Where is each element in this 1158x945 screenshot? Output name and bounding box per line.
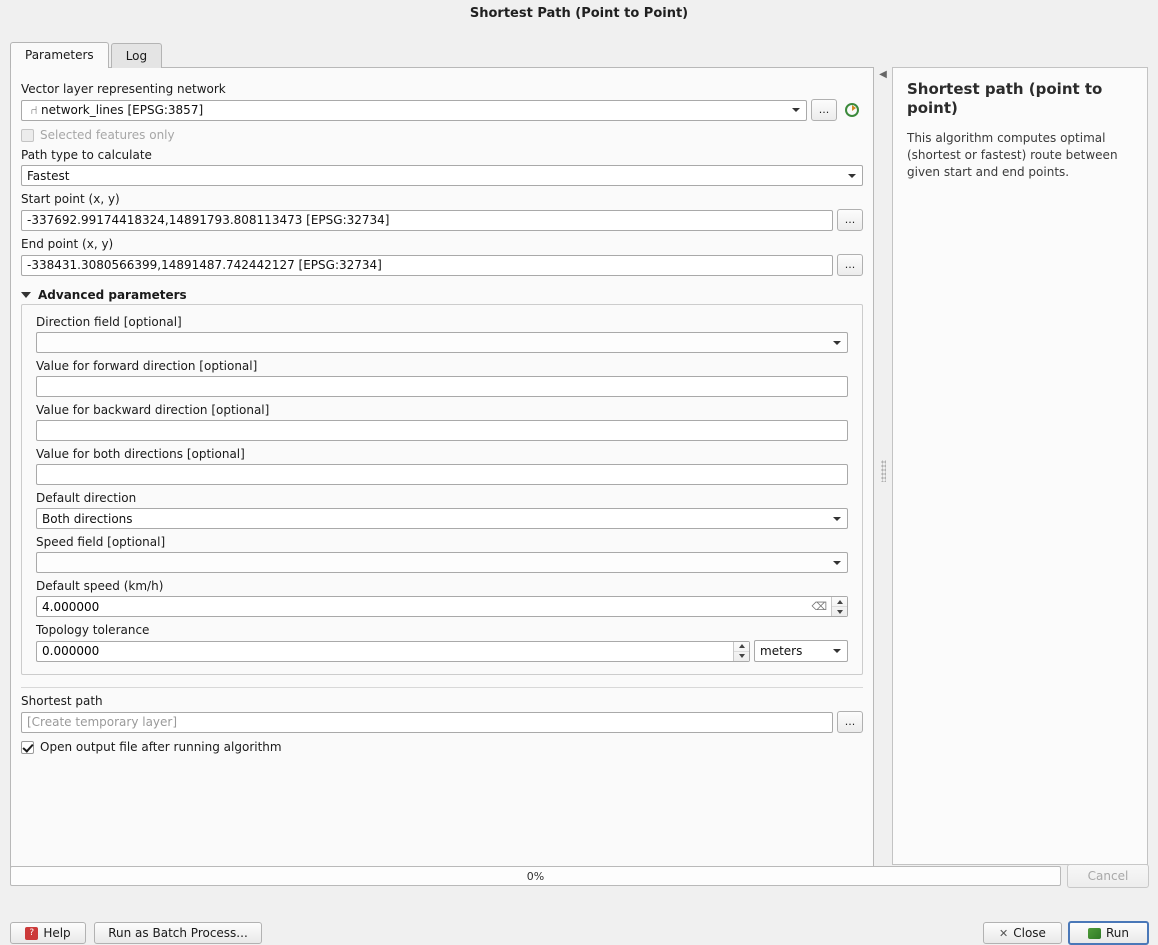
tab-log[interactable]: Log bbox=[111, 43, 162, 68]
chevron-down-icon bbox=[833, 561, 841, 565]
backward-value-input[interactable] bbox=[36, 420, 848, 441]
backward-value-label: Value for backward direction [optional] bbox=[36, 403, 270, 417]
vector-layer-label: Vector layer representing network bbox=[21, 82, 226, 96]
chevron-down-icon bbox=[792, 108, 800, 112]
iterate-icon[interactable] bbox=[841, 99, 863, 121]
speed-field-label: Speed field [optional] bbox=[36, 535, 166, 549]
end-point-input[interactable]: -338431.3080566399,14891487.742442127 [EPSG:32734] bbox=[21, 255, 833, 276]
window-title: Shortest Path (Point to Point) bbox=[469, 6, 689, 21]
selected-features-row bbox=[21, 128, 863, 142]
shortest-path-output-label: Shortest path bbox=[21, 694, 103, 708]
chevron-down-icon bbox=[848, 174, 856, 178]
topology-tolerance-units-combo[interactable] bbox=[754, 640, 848, 662]
end-point-row bbox=[21, 254, 863, 276]
default-speed-stepper[interactable] bbox=[831, 597, 847, 616]
panel-splitter-handle[interactable] bbox=[881, 460, 886, 482]
progress-bar bbox=[10, 866, 1061, 886]
default-speed-value: 4.000000 bbox=[42, 599, 100, 614]
shortest-path-output-browse-button[interactable]: ... bbox=[837, 711, 863, 733]
forward-value-label: Value for forward direction [optional] bbox=[36, 359, 258, 373]
close-icon: ✕ bbox=[999, 926, 1009, 940]
parameters-panel bbox=[10, 67, 874, 872]
panel-splitter-collapse-icon[interactable]: ◀ bbox=[879, 69, 887, 80]
open-output-checkbox[interactable] bbox=[21, 741, 34, 754]
stepper-up-icon[interactable] bbox=[832, 597, 847, 607]
start-point-browse-button[interactable]: ... bbox=[837, 209, 863, 231]
vector-layer-combo[interactable] bbox=[21, 100, 807, 121]
open-output-row[interactable] bbox=[21, 740, 863, 754]
both-directions-value-input[interactable] bbox=[36, 464, 848, 485]
path-type-value: Fastest bbox=[27, 168, 70, 183]
chevron-down-icon bbox=[833, 649, 841, 653]
stepper-down-icon[interactable] bbox=[832, 607, 847, 616]
help-icon: ? bbox=[25, 927, 38, 940]
path-type-combo[interactable] bbox=[21, 165, 863, 186]
vector-layer-row bbox=[21, 99, 863, 121]
open-output-label: Open output file after running algorithm bbox=[40, 740, 282, 754]
line-layer-icon: ⑁ bbox=[30, 103, 38, 117]
stepper-up-icon[interactable] bbox=[734, 642, 749, 652]
progress-label: 0% bbox=[526, 869, 545, 883]
advanced-parameters-label: Advanced parameters bbox=[38, 288, 187, 302]
cancel-button: Cancel bbox=[1067, 864, 1149, 888]
vector-layer-value: network_lines [EPSG:3857] bbox=[41, 103, 204, 117]
help-button[interactable] bbox=[10, 922, 86, 944]
help-button-label: Help bbox=[43, 926, 71, 940]
triangle-down-icon bbox=[21, 292, 31, 298]
run-icon bbox=[1088, 928, 1101, 939]
start-point-input[interactable]: -337692.99174418324,14891793.808113473 [EPSG:32734] bbox=[21, 210, 833, 231]
advanced-parameters-toggle[interactable] bbox=[21, 288, 863, 302]
default-direction-label: Default direction bbox=[36, 491, 137, 505]
advanced-parameters-group bbox=[21, 304, 863, 675]
direction-field-label: Direction field [optional] bbox=[36, 315, 182, 329]
topology-tolerance-value: 0.000000 bbox=[42, 644, 100, 658]
stepper-down-icon[interactable] bbox=[734, 652, 749, 661]
chevron-down-icon bbox=[833, 341, 841, 345]
algorithm-help-panel bbox=[892, 67, 1148, 865]
forward-value-input[interactable] bbox=[36, 376, 848, 397]
path-type-label: Path type to calculate bbox=[21, 148, 152, 162]
tab-parameters[interactable]: Parameters bbox=[10, 42, 109, 68]
help-description: This algorithm computes optimal (shortest or fastest) route between given start and end points. bbox=[907, 130, 1118, 180]
speed-field-combo[interactable] bbox=[36, 552, 848, 573]
both-directions-value-label: Value for both directions [optional] bbox=[36, 447, 245, 461]
shortest-path-output-input[interactable]: [Create temporary layer] bbox=[21, 712, 833, 733]
vector-layer-browse-button[interactable]: ... bbox=[811, 99, 837, 121]
help-title: Shortest path (point to point) bbox=[907, 80, 1103, 117]
start-point-row bbox=[21, 209, 863, 231]
default-direction-value: Both directions bbox=[42, 511, 133, 526]
end-point-label: End point (x, y) bbox=[21, 237, 114, 251]
divider bbox=[21, 687, 863, 688]
close-button[interactable] bbox=[983, 922, 1062, 944]
shortest-path-output-row bbox=[21, 711, 863, 733]
close-button-label: Close bbox=[1013, 926, 1046, 940]
dialog-body bbox=[0, 28, 1158, 940]
clear-icon[interactable]: ⌫ bbox=[811, 600, 827, 613]
topology-tolerance-spinbox[interactable] bbox=[36, 641, 750, 662]
chevron-down-icon bbox=[833, 517, 841, 521]
topology-tolerance-row bbox=[36, 640, 848, 662]
run-as-batch-button[interactable] bbox=[94, 922, 262, 944]
tab-bar bbox=[10, 42, 164, 68]
run-button-label: Run bbox=[1105, 926, 1129, 940]
topology-tolerance-stepper[interactable] bbox=[733, 642, 749, 661]
default-speed-spinbox[interactable] bbox=[36, 596, 848, 617]
default-speed-label: Default speed (km/h) bbox=[36, 579, 164, 593]
start-point-label: Start point (x, y) bbox=[21, 192, 120, 206]
selected-features-label: Selected features only bbox=[40, 128, 175, 142]
end-point-browse-button[interactable]: ... bbox=[837, 254, 863, 276]
topology-tolerance-label: Topology tolerance bbox=[36, 623, 150, 637]
direction-field-combo[interactable] bbox=[36, 332, 848, 353]
selected-features-checkbox bbox=[21, 129, 34, 142]
run-as-batch-label: Run as Batch Process... bbox=[108, 926, 248, 940]
default-direction-combo[interactable] bbox=[36, 508, 848, 529]
topology-tolerance-units-value: meters bbox=[760, 644, 803, 658]
